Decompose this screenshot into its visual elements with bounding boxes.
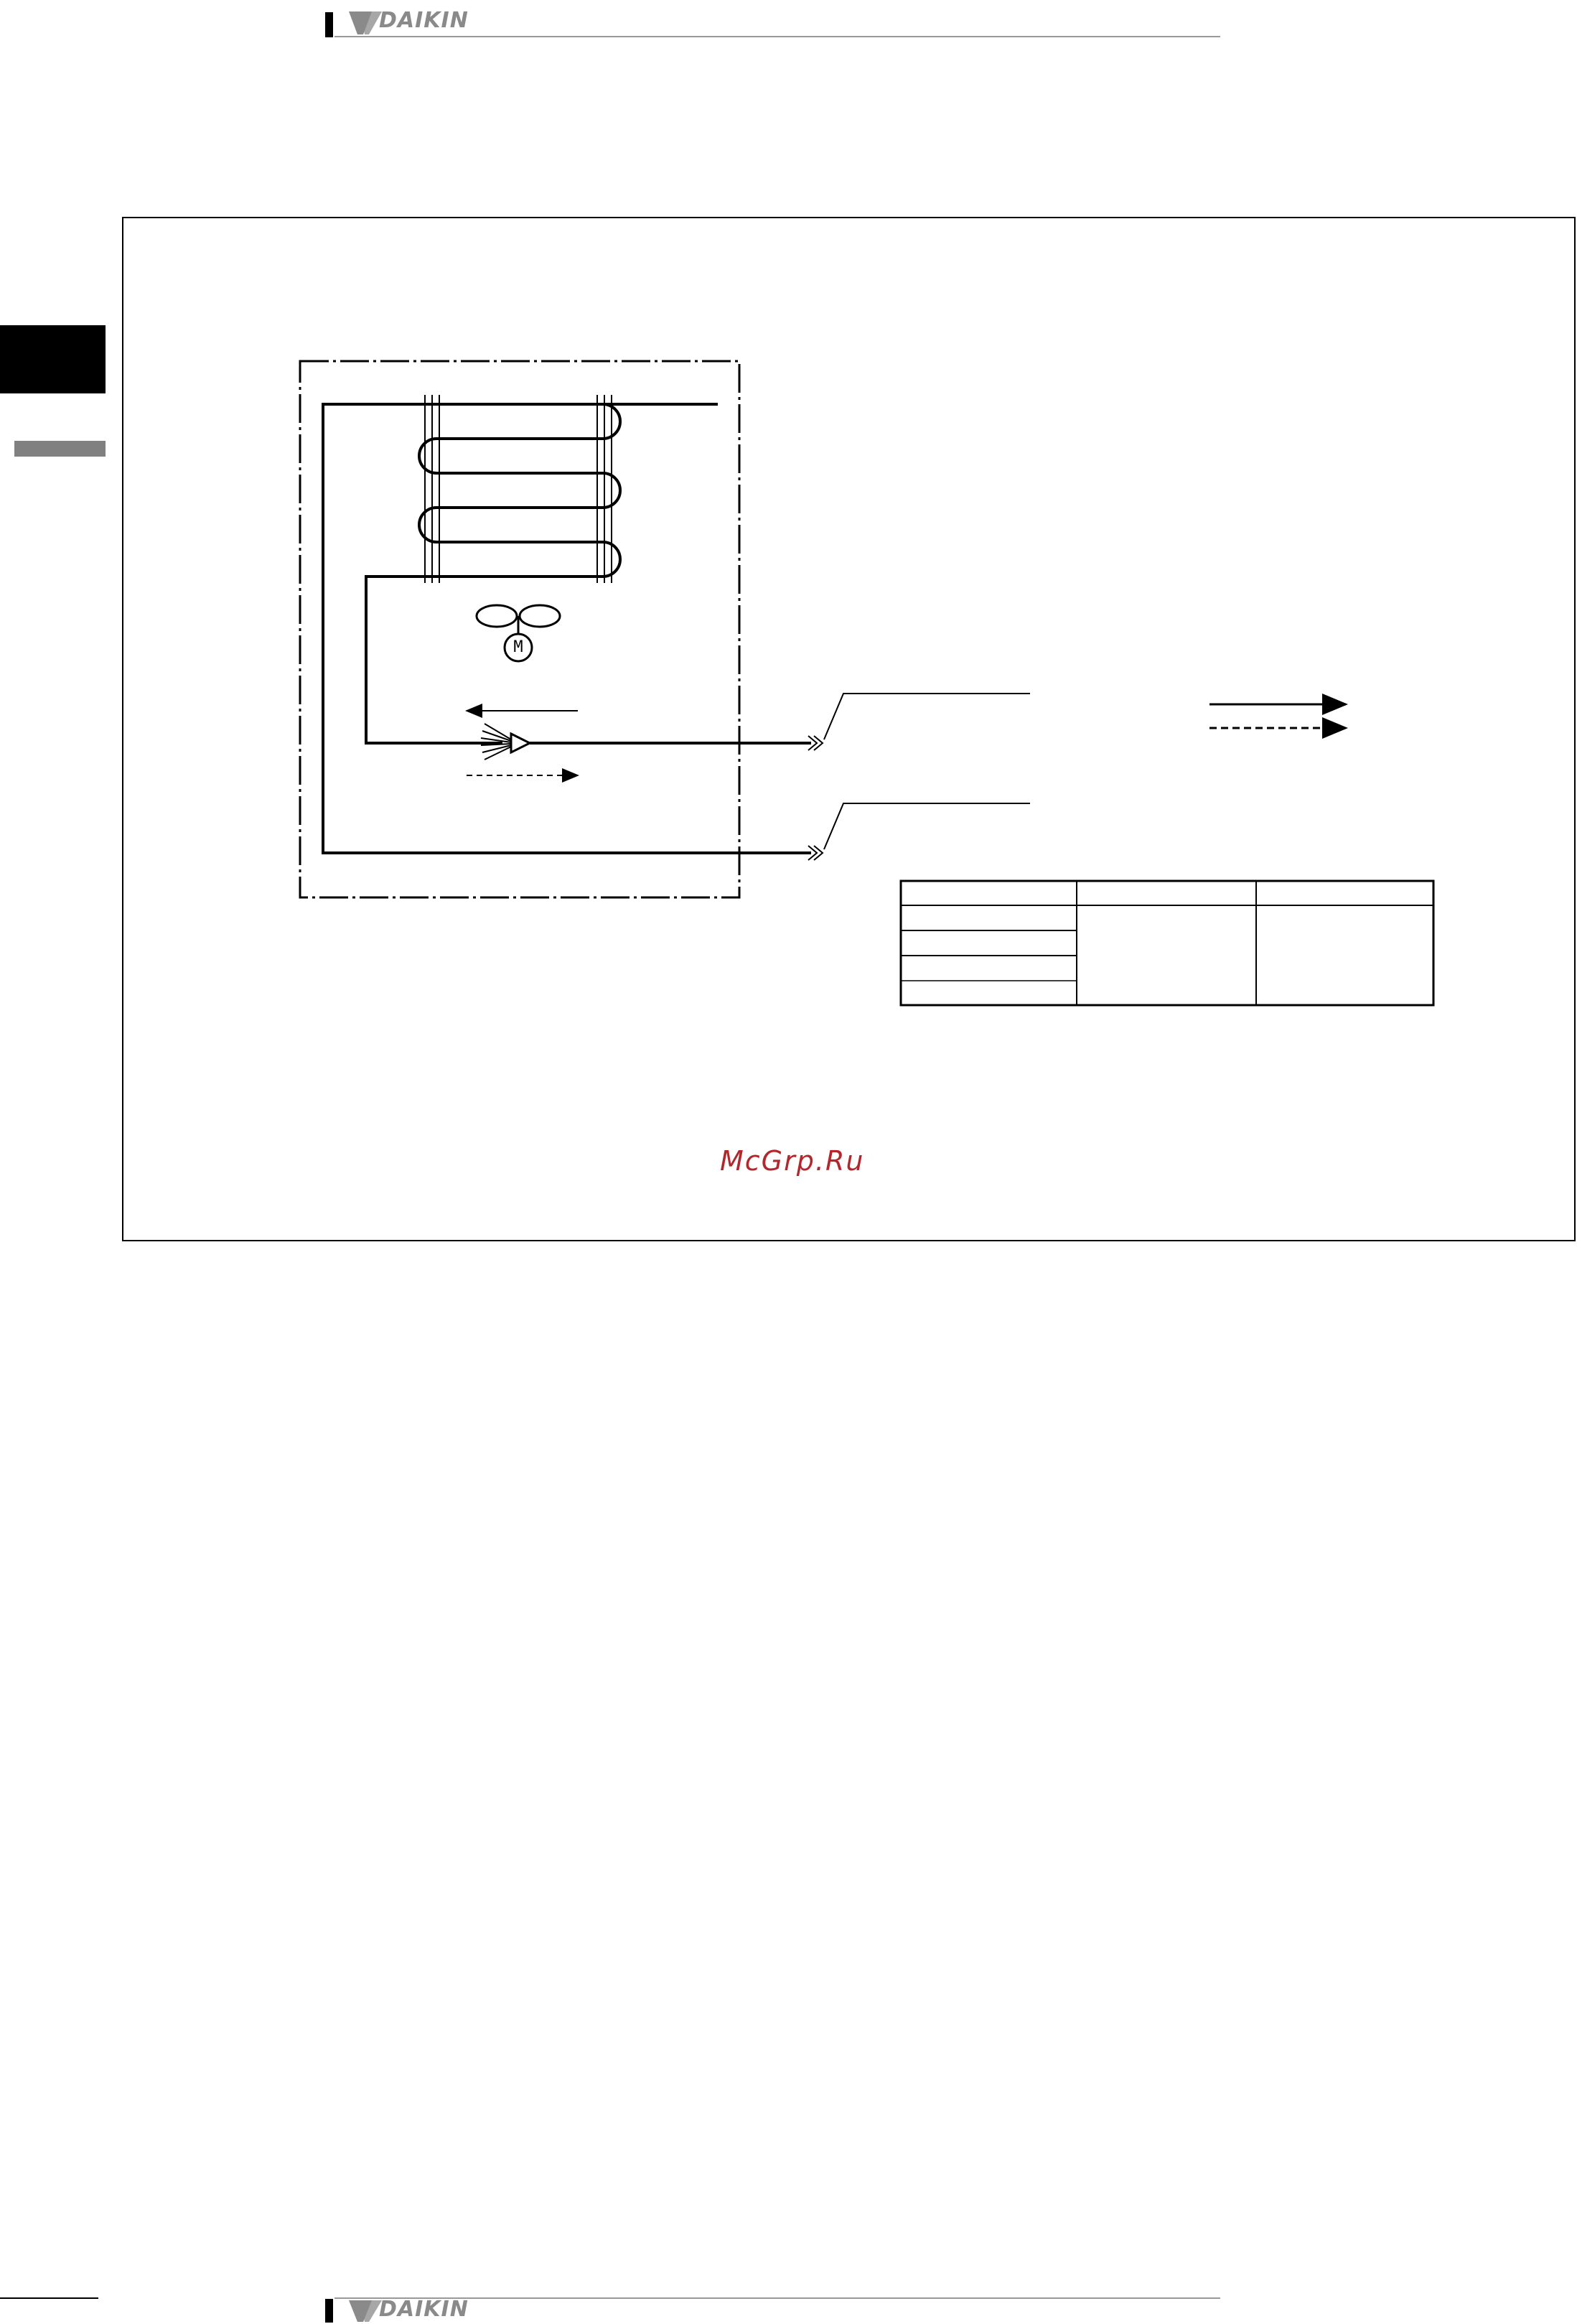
- spec-table: [901, 881, 1433, 1005]
- footer-left-rule: [0, 2297, 98, 2299]
- leader-liquid: [824, 694, 1030, 739]
- header-brand: DAIKIN: [379, 8, 469, 33]
- footer-bar-mark: [325, 2299, 333, 2323]
- footer-brand: DAIKIN: [379, 2297, 469, 2322]
- outer-pipe: [323, 404, 811, 853]
- motor-label: M: [513, 638, 523, 656]
- leader-gas: [824, 803, 1030, 849]
- flare-connection-icon: [808, 736, 823, 860]
- watermark-text[interactable]: McGrp.Ru: [720, 1145, 865, 1177]
- footer-daikin-logo-icon: [347, 2299, 383, 2323]
- heat-exchanger-coil: [366, 404, 718, 743]
- coil-fins: [425, 395, 612, 583]
